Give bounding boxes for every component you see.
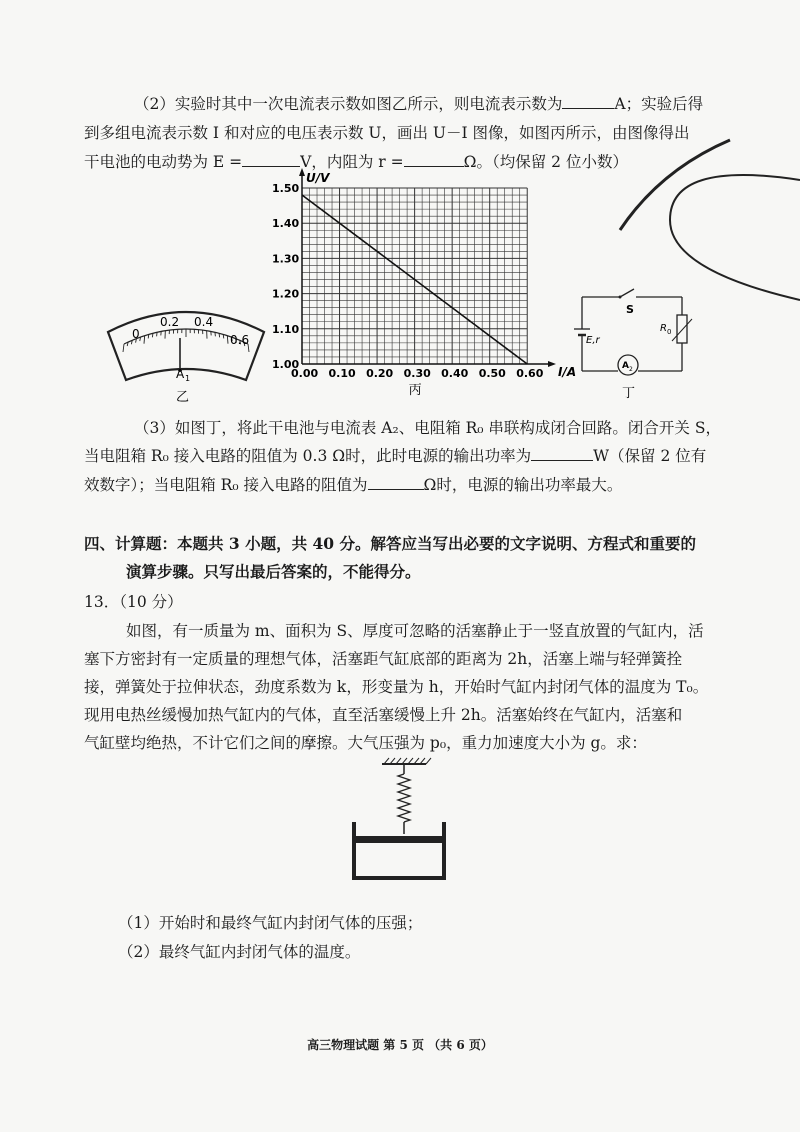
section4-heading: 四、计算题：本题共 3 小题，共 40 分。解答应当写出必要的文字说明、方程式和重要的 — [84, 534, 696, 553]
y-axis-label: U/V — [306, 171, 330, 185]
meter-label-sub: 2 — [629, 366, 633, 373]
ammeter-tick — [144, 336, 145, 344]
y-tick-label: 1.40 — [272, 217, 300, 231]
ammeter-tick — [227, 336, 228, 344]
x-tick-label: 0.00 — [291, 367, 319, 380]
resistor-box-icon — [677, 315, 687, 343]
answer-blank-emf[interactable] — [242, 152, 300, 167]
ammeter-tick — [219, 333, 220, 337]
q13-sub-2: （2）最终气缸内封闭气体的温度。 — [118, 943, 361, 961]
meter-label: A — [622, 361, 629, 371]
q13-header: 13．（10 分） — [84, 593, 183, 611]
ammeter-tick — [152, 333, 153, 337]
q13-sub-1: （1）开始时和最终气缸内封闭气体的压强； — [118, 914, 423, 932]
x-axis-label: I/A — [558, 365, 577, 379]
q13-line-2: 塞下方密封有一定质量的理想气体，活塞距气缸底部的距离为 2h，活塞上端与轻弹簧拴 — [84, 650, 683, 668]
part2-line3-b: V，内阻为 r = — [300, 153, 404, 171]
x-tick-label: 0.10 — [328, 367, 356, 380]
circuit-caption: 丁 — [622, 386, 636, 401]
ammeter-caption: 乙 — [176, 390, 190, 405]
part3-line2-a: 当电阻箱 R₀ 接入电路的阻值为 0.3 Ω时，此时电源的输出功率为 — [84, 447, 532, 465]
x-tick-label: 0.20 — [366, 367, 394, 380]
part2-line3-c: Ω。（均保留 2 位小数） — [463, 153, 628, 171]
ammeter-label-0.2: 0.2 — [160, 315, 180, 329]
ammeter-label-0.4: 0.4 — [194, 315, 214, 329]
q13-line-4: 现用电热丝缓慢加热气缸内的气体，直至活塞缓慢上升 2h。活塞始终在气缸内，活塞和 — [84, 706, 683, 724]
ammeter-label-0.6: 0.6 — [230, 333, 250, 347]
part2-line1-tail: A；实验后得 — [614, 95, 704, 113]
ammeter-name-sub: 1 — [185, 374, 191, 383]
ammeter-label-0: 0 — [132, 327, 140, 341]
q13-line-1: 如图，有一质量为 m、面积为 S、厚度可忽略的活塞静止于一竖直放置的气缸内，活 — [126, 622, 704, 640]
resistor-arrow — [672, 319, 692, 341]
part3-line2-b: W（保留 2 位有 — [593, 447, 707, 465]
ammeter-tick — [223, 334, 224, 338]
x-tick-label: 0.50 — [478, 367, 506, 380]
y-axis-arrow — [299, 168, 305, 176]
ammeter-tick — [123, 344, 124, 352]
part2-line3-a: 干电池的电动势为 E = — [84, 153, 243, 171]
part3-line2 — [84, 446, 706, 466]
answer-blank-current[interactable] — [562, 94, 614, 109]
section4-heading-2: 演算步骤。只写出最后答案的，不能得分。 — [126, 562, 421, 581]
graph-caption: 丙 — [408, 383, 422, 398]
x-tick-label: 0.60 — [516, 367, 544, 380]
answer-blank-r0[interactable] — [368, 475, 424, 490]
cylinder-figure — [340, 756, 460, 906]
ammeter-figure — [96, 300, 276, 410]
x-tick-label: 0.40 — [441, 367, 469, 380]
part3-line3-b: Ω时，电源的输出功率最大。 — [423, 476, 623, 494]
x-tick-label: 0.30 — [403, 367, 431, 380]
answer-blank-power[interactable] — [531, 446, 593, 461]
y-tick-label: 1.00 — [272, 358, 300, 371]
battery-label: E,r — [586, 335, 600, 346]
y-tick-label: 1.20 — [272, 287, 300, 301]
ammeter-tick — [148, 334, 149, 338]
resistor-label-sub: 0 — [667, 328, 672, 336]
q13-line-3: 接，弹簧处于拉伸状态，劲度系数为 k，形变量为 h，开始时气缸内封闭气体的温度为 T₀。 — [84, 678, 709, 696]
ui-graph — [268, 166, 578, 416]
part3-line1: （3）如图丁，将此干电池与电流表 A₂、电阻箱 R₀ 串联构成闭合回路。闭合开关 S， — [134, 419, 721, 437]
piston — [356, 836, 442, 843]
scan-artifact-curves — [600, 120, 800, 310]
y-tick-label: 1.10 — [272, 322, 300, 336]
hatch-line — [426, 758, 431, 764]
spring-icon — [398, 774, 410, 822]
part3-line3-a: 效数字）；当电阻箱 R₀ 接入电路的阻值为 — [84, 476, 368, 494]
ammeter-name: A — [176, 367, 185, 381]
page-footer: 高三物理试题 第 5 页 （共 6 页） — [307, 1038, 493, 1052]
x-axis-arrow — [548, 361, 556, 367]
part2-line2: 到多组电流表示数 I 和对应的电压表示数 U，画出 U－I 图像，如图丙所示，由图像得出 — [84, 124, 690, 142]
part3-line3 — [84, 475, 622, 495]
y-tick-label: 1.50 — [272, 182, 300, 195]
cylinder-wall — [354, 822, 444, 878]
q13-line-5: 气缸壁均绝热，不计它们之间的摩擦。大气压强为 p₀，重力加速度大小为 g。求： — [84, 734, 647, 752]
artifact-curve-2 — [670, 175, 800, 300]
resistor-label: R — [660, 323, 667, 334]
part2-line1-text: （2）实验时其中一次电流表示数如图乙所示，则电流表示数为 — [134, 95, 563, 113]
artifact-curve-1 — [620, 140, 730, 230]
part2-line1 — [134, 94, 703, 114]
y-tick-label: 1.30 — [272, 252, 300, 266]
answer-blank-resistance[interactable] — [404, 152, 464, 167]
switch-label: S — [626, 303, 634, 316]
